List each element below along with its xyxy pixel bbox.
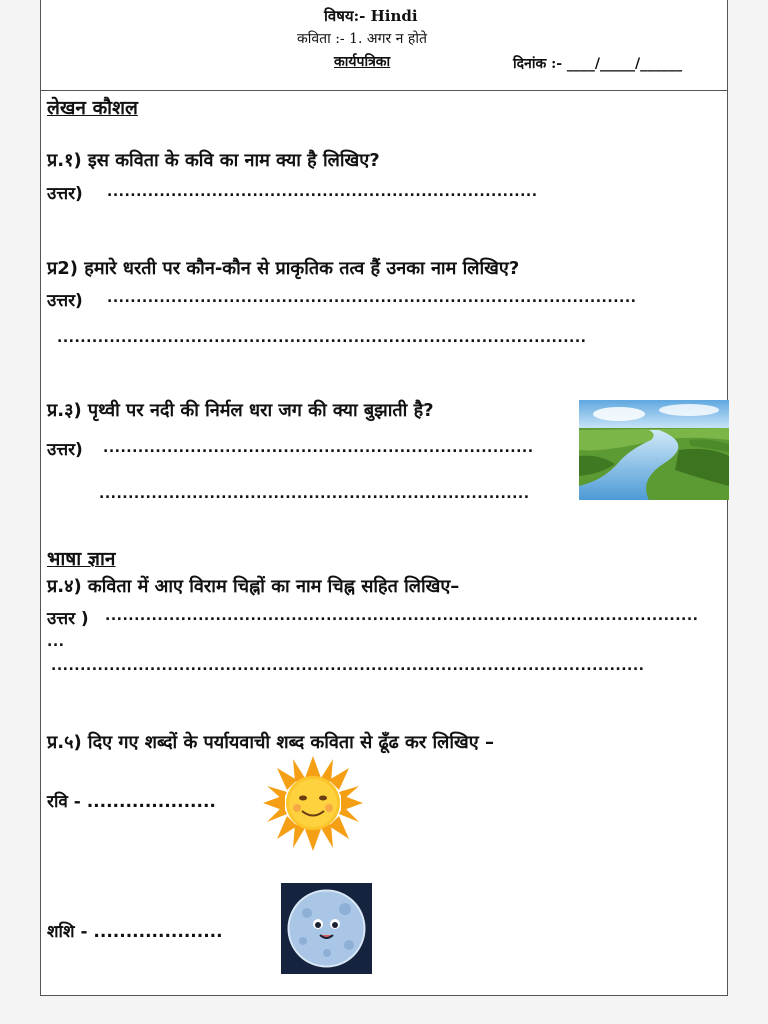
section-language-knowledge: भाषा ज्ञान (47, 548, 116, 570)
answer-line-1: .......................................................................... (107, 184, 538, 200)
sun-icon (263, 756, 363, 851)
word-ravi: रवि - .................... (47, 792, 216, 812)
question-2: प्र2) हमारे धरती पर कौन-कौन से प्राकृतिक तत्व हैं उनका नाम लिखिए? (47, 258, 520, 279)
subject-title: विषय:- Hindi (324, 7, 418, 25)
answer-label-3: उत्तर) (47, 440, 83, 460)
question-1: प्र.१) इस कविता के कवि का नाम क्या है लिखिए? (47, 150, 380, 171)
poem-title: कविता :- 1. अगर न होते (297, 31, 427, 47)
answer-line-3b: .......................................................................... (99, 486, 530, 502)
answer-line-2b: ........................................................................................... (57, 330, 587, 346)
worksheet-label: कार्यपत्रिका (334, 54, 391, 70)
header-divider (41, 90, 727, 91)
moon-icon (281, 883, 372, 974)
section-writing-skill: लेखन कौशल (47, 97, 138, 119)
answer-line-4b: ...................................................................................................... (51, 658, 645, 674)
answer-line-4a: ...................................................................................................... (105, 608, 699, 624)
question-5: प्र.५) दिए गए शब्दों के पर्यायवाची शब्द कविता से ढूँढ कर लिखिए – (47, 732, 494, 753)
answer-line-4-cont: ... (47, 634, 65, 650)
question-4: प्र.४) कविता में आए विराम चिह्नों का नाम चिह्न सहित लिखिए– (47, 576, 460, 597)
answer-label-2: उत्तर) (47, 291, 83, 311)
answer-label-4: उत्तर ) (47, 609, 89, 629)
river-landscape-image (579, 400, 729, 500)
answer-label-1: उत्तर) (47, 184, 83, 204)
answer-line-3a: .......................................................................... (103, 440, 534, 456)
question-3: प्र.३) पृथ्वी पर नदी की निर्मल धरा जग की क्या बुझाती है? (47, 400, 434, 421)
answer-line-2a: ........................................................................................... (107, 290, 637, 306)
worksheet-page (40, 0, 728, 996)
date-field: दिनांक :- ____/_____/______ (513, 56, 683, 72)
word-shashi: शशि - .................... (47, 922, 223, 942)
